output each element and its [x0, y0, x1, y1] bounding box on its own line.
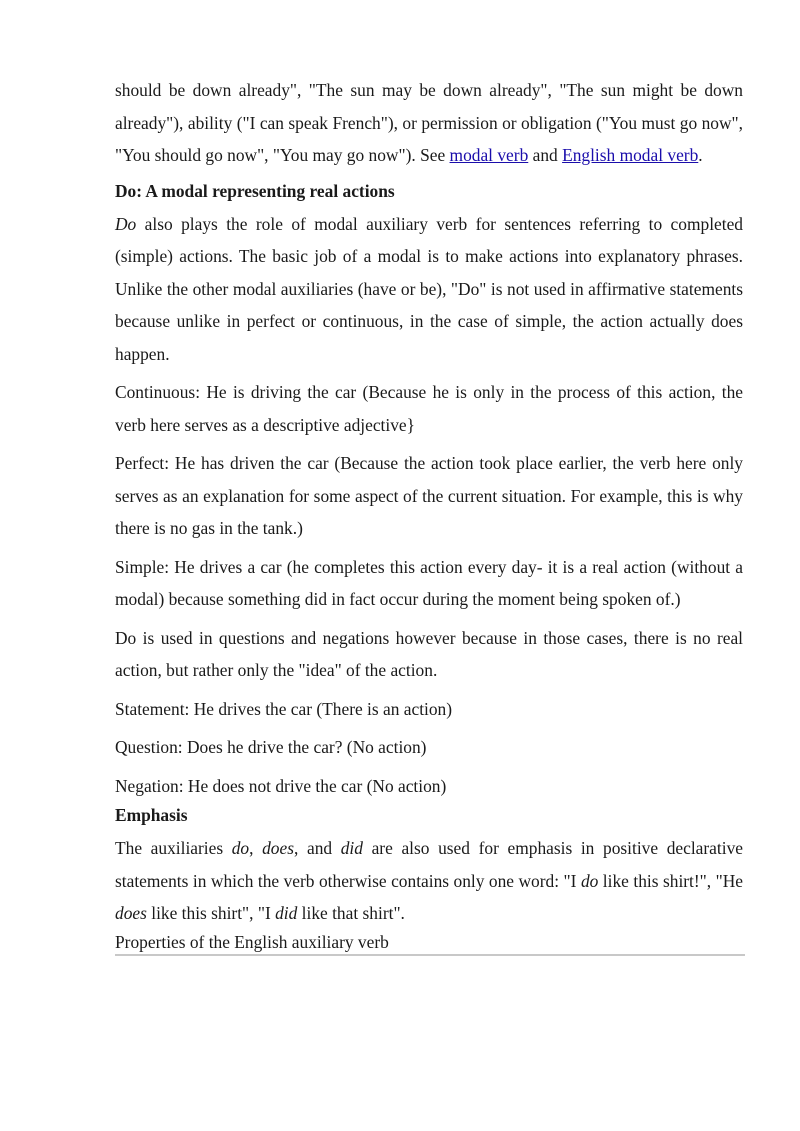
emphasis-word: do — [231, 838, 250, 858]
paragraph-text: should be down already", "The sun may be down already", "The sun might be down already"), ability ("I can speak French"), or permission or obligation ("You must go now", "You should go now", "You may go now"). See — [115, 80, 743, 165]
paragraph-statement: Statement: He drives the car (There is an action) — [115, 698, 453, 719]
paragraph-text: like that shirt". — [297, 903, 405, 923]
emphasis-word: did — [340, 838, 363, 858]
emphasis-do: Do — [115, 213, 137, 234]
paragraph-continuous: Continuous: He is driving the car (Because he is only in the process of this action, the verb here serves as a descriptive adjective} — [115, 382, 743, 435]
paragraph-text: like this shirt", "I — [146, 903, 276, 923]
paragraph-simple: Simple: He drives a car (he completes this action every day- it is a real action (without a modal) because something did in fact occur during the moment being spoken of.) — [115, 556, 743, 609]
heading-do-modal: Do: A modal representing real actions — [115, 180, 395, 201]
paragraph-perfect: Perfect: He has driven the car (Because the action took place earlier, the verb here only serves as an explanation for some aspect of the current situation. For example, this is why there is no gas in the tank.) — [115, 453, 743, 538]
section-divider — [115, 954, 745, 956]
paragraph-question: Question: Does he drive the car? (No action) — [115, 737, 427, 757]
paragraph-text: like this shirt!", "He — [598, 870, 743, 891]
emphasis-word: did — [275, 903, 298, 923]
paragraph-text: , and — [294, 838, 341, 858]
link-modal-verb[interactable]: modal verb — [449, 145, 529, 165]
paragraph-emphasis — [115, 832, 743, 930]
heading-emphasis: Emphasis — [115, 805, 188, 825]
emphasis-word: does — [115, 903, 147, 923]
paragraph-text: and — [528, 145, 563, 165]
section-heading-properties: Properties of the English auxiliary verb — [115, 931, 389, 952]
paragraph-text: also plays the role of modal auxiliary verb for sentences referring to completed (simple) actions. The basic job of a modal is to make actions into explanatory phrases. Unlike the other modal auxiliaries (have or be), "Do" is not used in affirmative statements because unlike in perfect or continuous, in the case of simple, the action actually does happen. — [115, 213, 743, 364]
paragraph-negation: Negation: He does not drive the car (No action) — [115, 775, 447, 796]
paragraph-questions-negations: Do is used in questions and negations however because in those cases, there is no real action, but rather only the "idea" of the action. — [115, 627, 743, 680]
paragraph-text: , — [249, 838, 263, 858]
paragraph-do-modal — [115, 208, 743, 371]
paragraph-modal-examples — [115, 74, 743, 172]
link-english-modal-verb[interactable]: English modal verb — [562, 145, 699, 165]
paragraph-text: . — [698, 145, 703, 165]
emphasis-word: does — [262, 838, 294, 858]
paragraph-text: are also used for emphasis in positive declarative statements in which the verb otherwise contains only one word: "I — [115, 838, 743, 891]
paragraph-text: The auxiliaries — [115, 838, 232, 858]
emphasis-word: do — [580, 870, 599, 891]
